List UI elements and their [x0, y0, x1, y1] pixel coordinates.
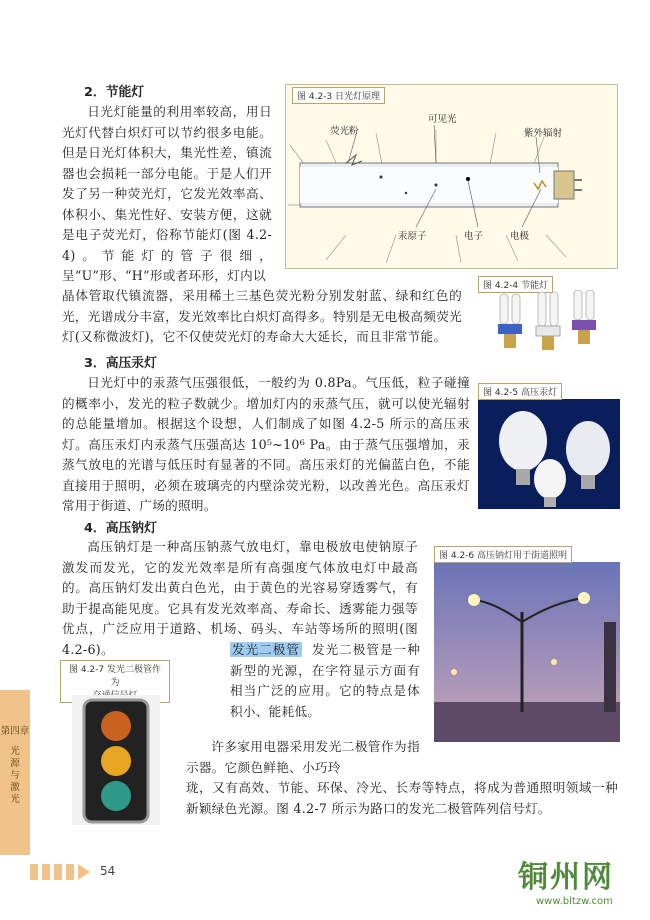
- section-3-para-1: 日光灯中的汞蒸气压强很低，一般约为 0.8Pa。气压低，粒子碰撞的概率小，发光的粒子数就少。增加灯内的汞蒸气压，就可以使光辐射的总能量增加。根据这个设想，人们制成了如图 4.2-5 所示的高压汞灯。高压汞灯内汞蒸气压强高达 10⁵~10⁶ Pa。由于蒸气压强增加，汞蒸气放电的光谱与低压时有显著的不同。高压汞灯的光偏蓝白色，不能直接用于照明，必须在玻璃壳的内壁涂荧光粉，以改善光色。高压汞灯常用于街道、广场的照明。: [62, 375, 470, 513]
- label-electron: 电子: [464, 231, 484, 242]
- high-pressure-mercury-lamp-image: [478, 399, 620, 509]
- traffic-light-image: [60, 690, 170, 830]
- led-para-1-text: 发光二极管是一种新型的光源，在字符显示方面有相当广泛的应用。它的特点是体积小、能耗低。: [230, 642, 421, 719]
- figure-4-2-6-caption: 图 4.2-6 高压钠灯用于街道照明: [434, 546, 572, 563]
- figure-4-2-7: [60, 660, 170, 830]
- street-lighting-image: [434, 562, 620, 742]
- label-mercury-atom: 汞原子: [398, 231, 427, 242]
- led-paragraph-1: [230, 640, 420, 722]
- label-visible-light: 可见光: [428, 114, 457, 125]
- label-electrode: 电极: [510, 231, 530, 242]
- section-2-title: 2．节能灯: [84, 85, 145, 100]
- section-4-title: 4．高压钠灯: [84, 521, 157, 536]
- figure-4-2-5: [478, 383, 620, 508]
- page-number: 54: [100, 864, 116, 878]
- led-para-2-a: 许多家用电器采用发光二极管作为指示器。它颜色鲜艳、小巧玲: [186, 739, 420, 775]
- section-3-title: 3．高压汞灯: [84, 356, 157, 371]
- section-2-paragraph-cont: [62, 286, 462, 348]
- section-2-paragraph: [62, 102, 272, 287]
- led-paragraph-2: [186, 737, 420, 778]
- page-arrow-decoration: [30, 862, 100, 882]
- section-2-para-1-cont: 晶体管取代镇流器，采用稀土三基色荧光粉分别发射蓝、绿和红色的光，光谱成分丰富，发光效率比白炽灯高得多。特别是无电极高频荧光灯(又称微波灯)，它不仅使荧光灯的寿命大大延长，而且非常节能。: [62, 288, 462, 344]
- figure-4-2-7-caption-line1: 图 4.2-7 发光二极管作为: [68, 665, 161, 688]
- led-para-2-b: 珑，又有高效、节能、环保、冷光、长寿等特点，将成为普通照明领域一种新颖绿色光源。图 4.2-7 所示为路口的发光二极管阵列信号灯。: [186, 780, 618, 816]
- label-uv-radiation: 紫外辐射: [524, 128, 563, 139]
- chapter-title: 光源与激光: [10, 746, 20, 805]
- figure-4-2-3-caption: 图 4.2-3 日光灯原理: [292, 87, 385, 104]
- figure-4-2-6: [434, 546, 620, 742]
- section-4-para-1: 高压钠灯是一种高压钠蒸气放电灯，靠电极放电使钠原子激发而发光，它的发光效率是所有高强度气体放电灯中最高的。高压钠灯发出黄白色光，由于黄色的光容易穿透雾气，有助于提高能见度。它具有发光效率高、寿命长、透雾能力强等优点，广泛应用于道路、机场、码头、车站等场所的照明(图 4.2-6)。: [62, 539, 418, 657]
- figure-4-2-4-caption: 图 4.2-4 节能灯: [478, 276, 553, 293]
- label-phosphor: 荧光粉: [330, 126, 359, 137]
- figure-4-2-5-caption: 图 4.2-5 高压汞灯: [478, 383, 562, 400]
- section-3-paragraph: [62, 373, 470, 517]
- led-term-highlight: 发光二极管: [232, 642, 300, 657]
- section-2-para-1: 日光灯能量的利用率较高，用日光灯代替白炽灯可以节约很多电能。但是日光灯体积大，集光性差，镇流器也会损耗一部分电能。于是人们开发了另一种荧光灯，它发光效率高、体积小、集光性好、安装方便，这就是电子荧光灯，俗称节能灯(图 4.2-4)。节能灯的管子很细，呈“U”形、“H”形或者环形，灯内以: [62, 104, 272, 283]
- figure-4-2-3: [285, 84, 618, 269]
- energy-saving-bulbs-image: [478, 290, 618, 360]
- watermark-url: www.bltzw.com: [536, 896, 613, 907]
- figure-4-2-4: [478, 276, 618, 358]
- chapter-number: 第四章: [0, 726, 30, 737]
- led-paragraph-2-cont: [186, 778, 618, 819]
- chapter-side-tab: [0, 690, 30, 855]
- watermark-name: 铜州网: [518, 860, 614, 895]
